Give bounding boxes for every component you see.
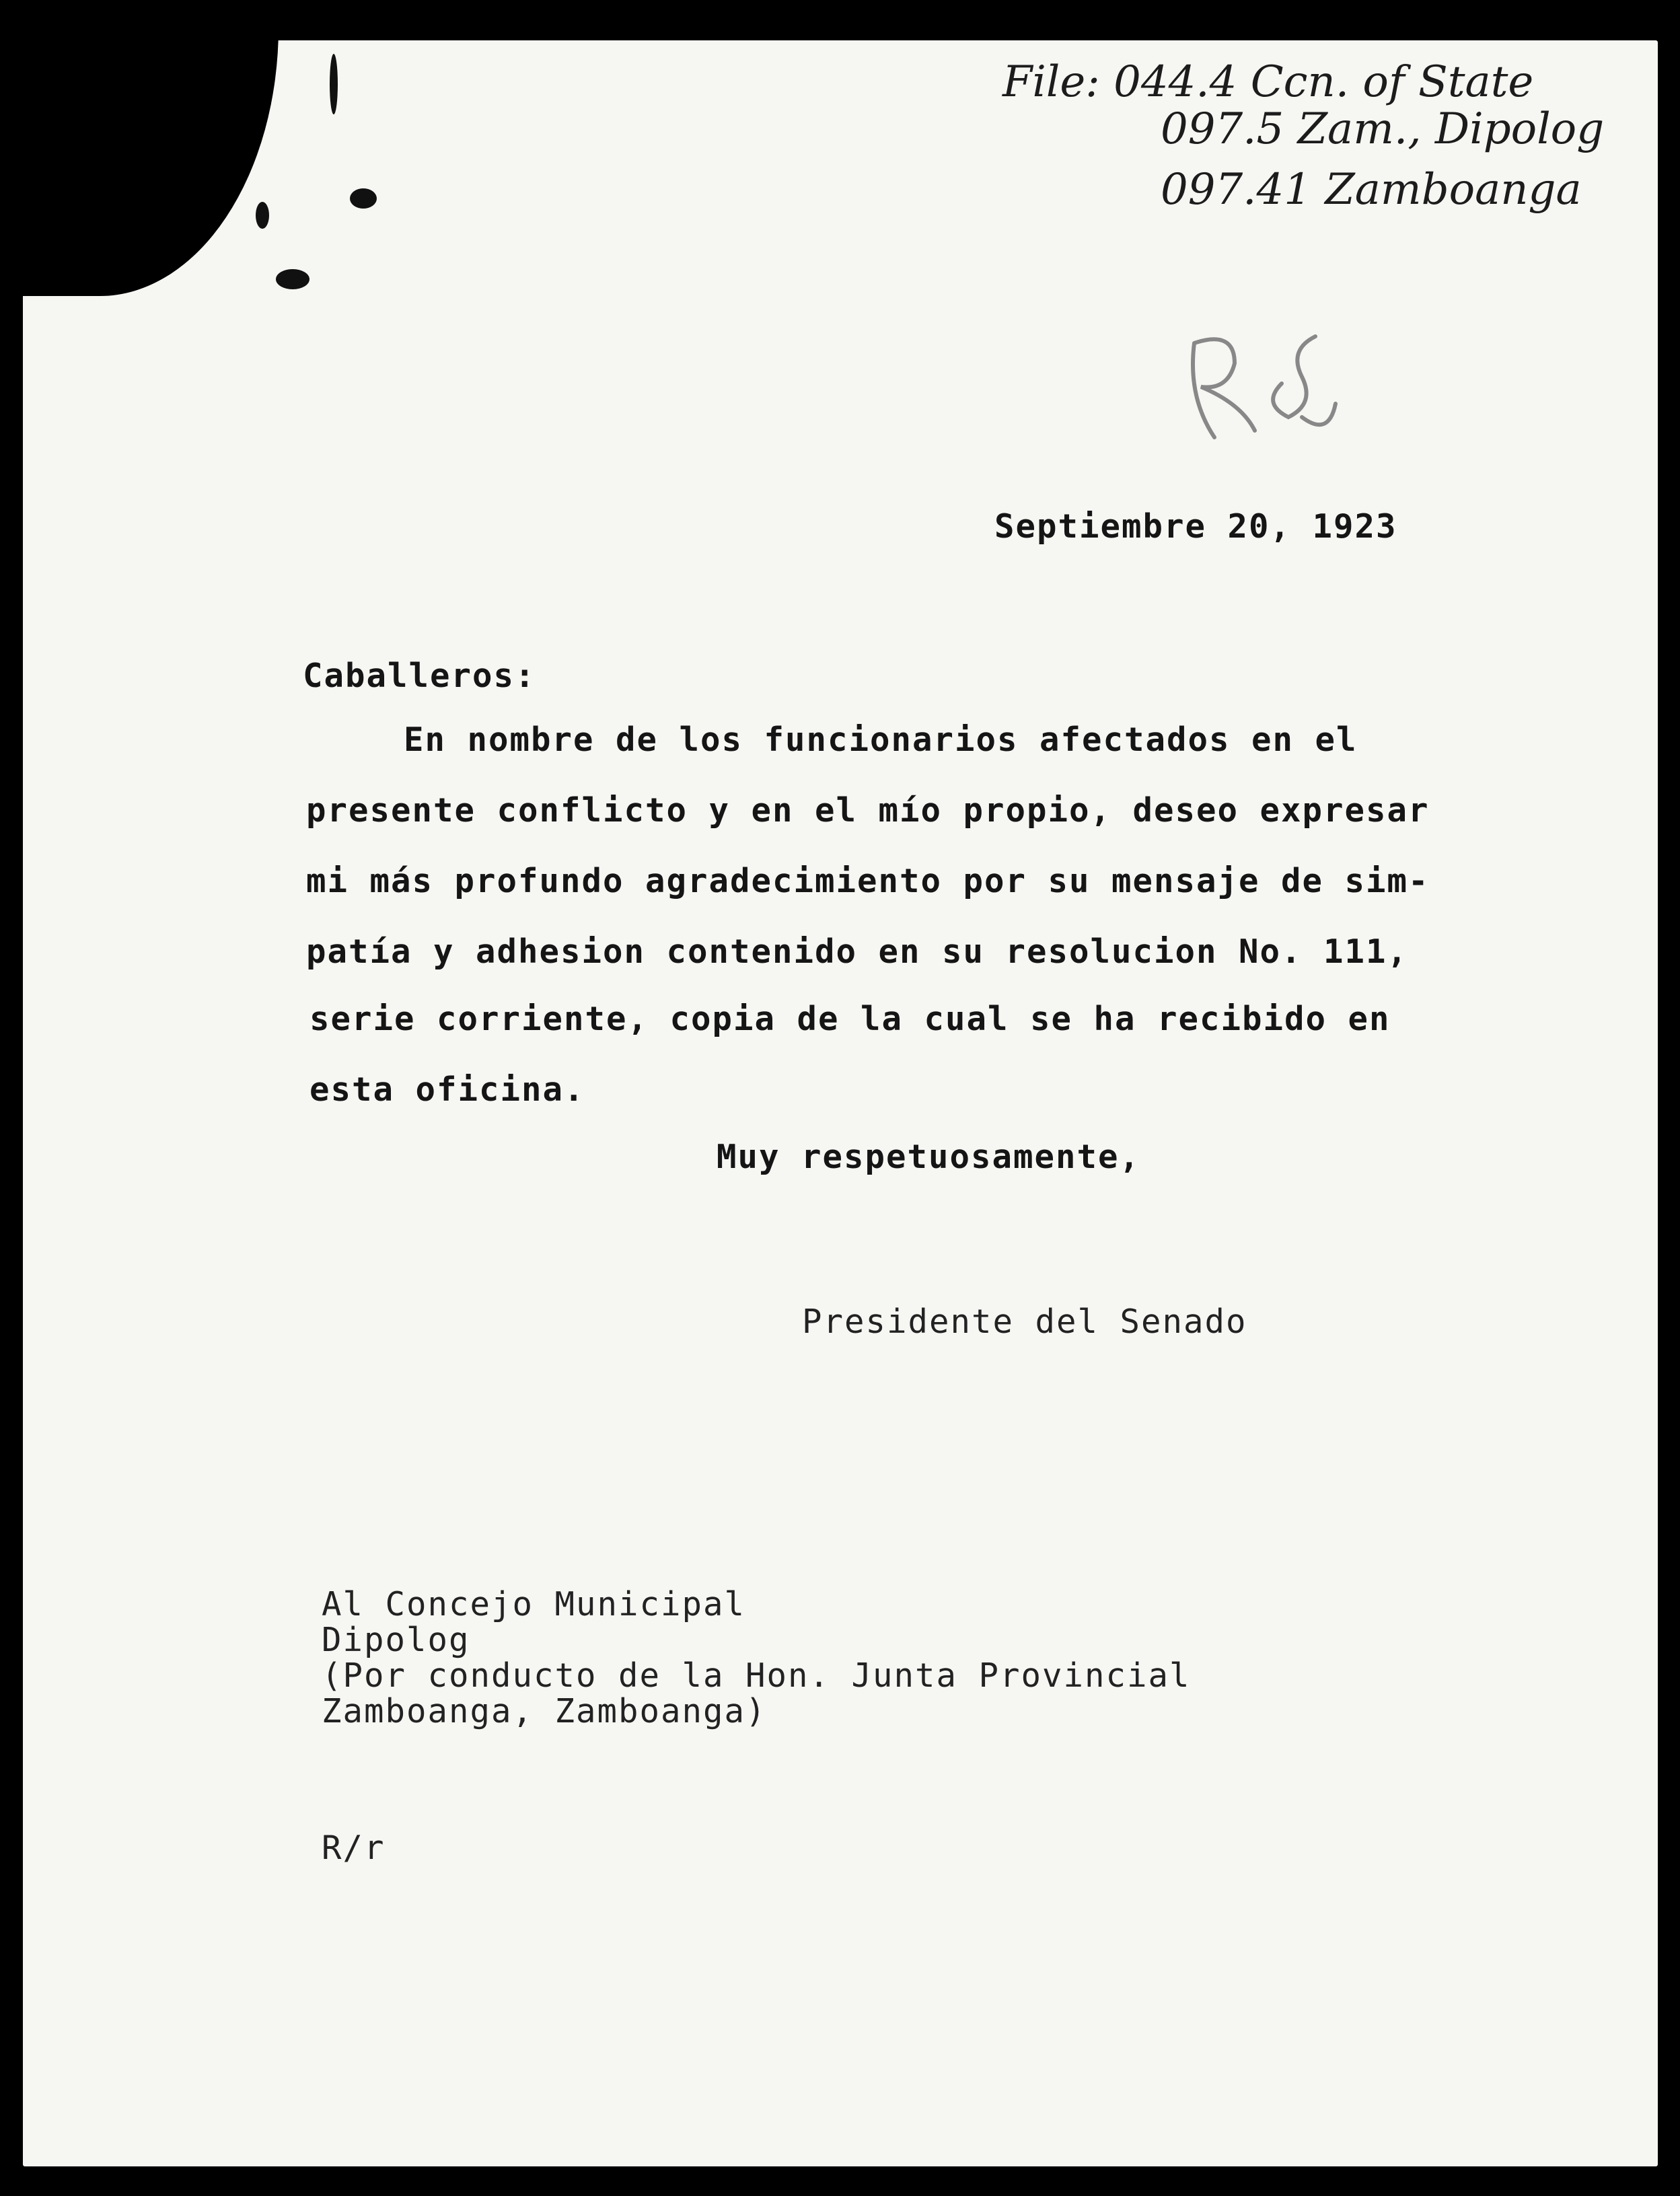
body-line-4: patía y adhesion contenido en su resolucion No. 111,	[306, 932, 1409, 971]
file-annotation-line-3: 097.41 Zamboanga	[1161, 165, 1582, 215]
body-line-1: En nombre de los funcionarios afectados en el	[404, 721, 1358, 759]
salutation: Caballeros:	[303, 657, 536, 695]
ink-smudge	[350, 188, 377, 209]
address-line-4: Zamboanga, Zamboanga)	[322, 1692, 767, 1730]
file-annotation-line-1: File: 044.4 Ccn. of State	[1002, 57, 1534, 107]
ink-smudge	[256, 202, 269, 229]
address-line-3: (Por conducto de la Hon. Junta Provincial	[322, 1656, 1191, 1695]
reference-initials: R/r	[322, 1829, 386, 1867]
body-line-6: esta oficina.	[309, 1070, 585, 1109]
signatory-title: Presidente del Senado	[802, 1303, 1247, 1341]
ink-smudge	[330, 54, 338, 114]
address-line-2: Dipolog	[322, 1621, 470, 1659]
address-line-1: Al Concejo Municipal	[322, 1585, 746, 1623]
body-line-3: mi más profundo agradecimiento por su mensaje de sim-	[306, 862, 1430, 900]
closing: Muy respetuosamente,	[717, 1138, 1141, 1176]
file-annotation-line-2: 097.5 Zam., Dipolog	[1161, 104, 1605, 154]
body-line-2: presente conflicto y en el mío propio, deseo expresar	[306, 791, 1430, 830]
letter-date: Septiembre 20, 1923	[994, 507, 1397, 546]
letter-page	[23, 40, 1658, 2166]
ink-smudge	[276, 269, 309, 289]
handwritten-initials	[1181, 323, 1383, 458]
body-line-5: serie corriente, copia de la cual se ha recibido en	[309, 1000, 1391, 1038]
